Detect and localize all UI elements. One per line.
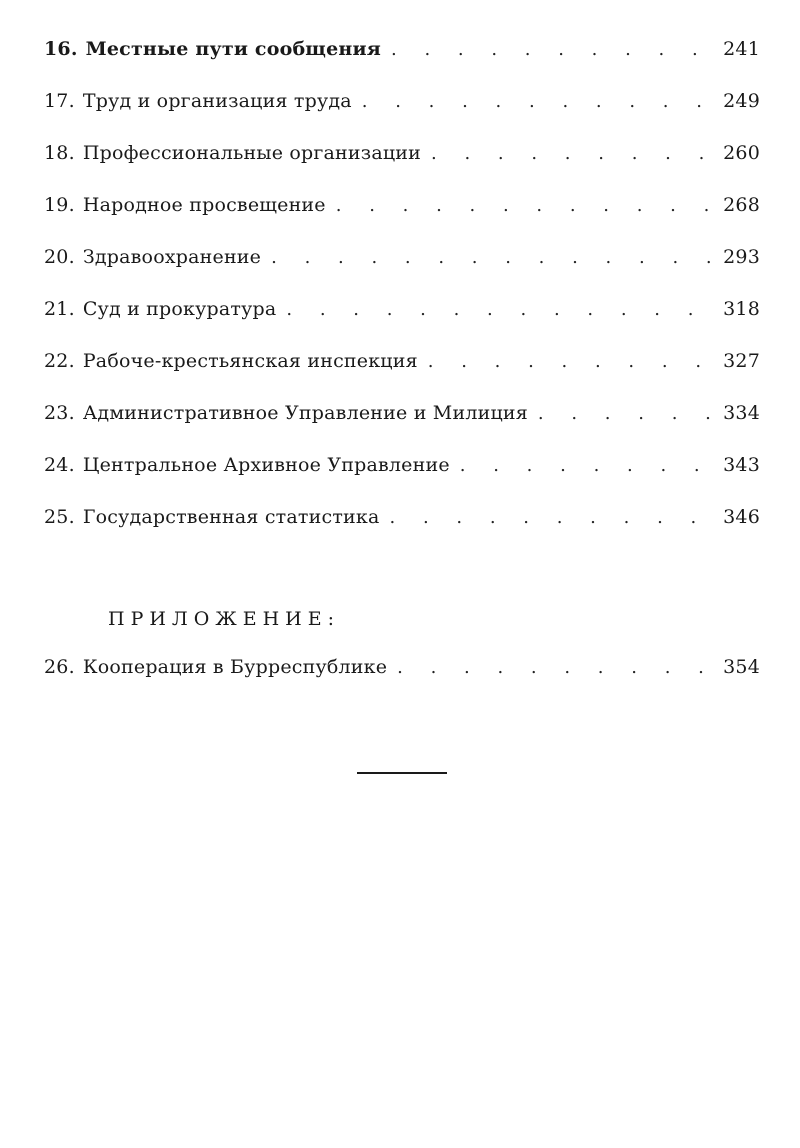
toc-dot-leader xyxy=(397,649,714,687)
toc-dot-leader xyxy=(538,395,714,433)
toc-entry-page: 346 xyxy=(723,506,760,528)
toc-entry-number: 26. xyxy=(44,656,75,678)
toc-entry-number: 24. xyxy=(44,454,75,476)
toc-entry-title: Кооперация в Бурреспублике xyxy=(82,656,388,678)
toc-entry-number: 16. xyxy=(44,38,78,60)
toc-dot-leader xyxy=(362,83,714,121)
toc-dot-leader xyxy=(428,343,714,381)
toc-entry-page: 318 xyxy=(723,298,760,320)
toc-dot-leader xyxy=(390,499,714,537)
toc-entry-page: 327 xyxy=(723,350,760,372)
toc-entry xyxy=(44,498,760,550)
toc-dot-leader xyxy=(431,135,714,173)
toc-entry xyxy=(44,342,760,394)
toc-entry xyxy=(44,290,760,342)
toc-entry xyxy=(44,446,760,498)
toc-entry-number: 19. xyxy=(44,194,75,216)
appendix-heading: ПРИЛОЖЕНИЕ: xyxy=(108,608,340,630)
toc-entry-title: Государственная статистика xyxy=(82,506,380,528)
toc-dot-leader xyxy=(286,291,714,329)
toc-entry-number: 22. xyxy=(44,350,75,372)
toc-dot-leader xyxy=(336,187,714,225)
toc-entry-title: Рабоче-крестьянская инспекция xyxy=(82,350,418,372)
toc-entry-number: 17. xyxy=(44,90,75,112)
closing-rule xyxy=(357,772,447,774)
toc-dot-leader xyxy=(460,447,714,485)
toc-entry xyxy=(44,648,760,700)
toc-entry-page: 334 xyxy=(723,402,760,424)
toc-entry-title: Центральное Архивное Управление xyxy=(82,454,450,476)
toc-entry-title: Труд и организация труда xyxy=(82,90,352,112)
toc-dot-leader xyxy=(271,239,714,277)
toc-entry-page: 354 xyxy=(723,656,760,678)
table-of-contents xyxy=(44,30,760,550)
toc-entry-number: 20. xyxy=(44,246,75,268)
toc-entry xyxy=(44,238,760,290)
appendix-list xyxy=(44,648,760,700)
toc-entry-title: Административное Управление и Милиция xyxy=(82,402,528,424)
toc-entry-number: 21. xyxy=(44,298,75,320)
toc-entry-page: 293 xyxy=(723,246,760,268)
toc-entry xyxy=(44,30,760,82)
toc-entry-number: 23. xyxy=(44,402,75,424)
toc-entry-title: Местные пути сообщения xyxy=(85,38,381,60)
toc-entry-page: 249 xyxy=(723,90,760,112)
toc-entry-page: 260 xyxy=(723,142,760,164)
toc-entry-title: Профессиональные организации xyxy=(82,142,422,164)
toc-entry-number: 18. xyxy=(44,142,75,164)
toc-entry-title: Суд и прокуратура xyxy=(82,298,277,320)
toc-entry xyxy=(44,394,760,446)
toc-dot-leader xyxy=(391,31,714,69)
toc-entry xyxy=(44,82,760,134)
toc-entry-title: Народное просвещение xyxy=(82,194,326,216)
toc-entry xyxy=(44,134,760,186)
toc-entry-page: 241 xyxy=(723,38,760,60)
toc-entry-title: Здравоохранение xyxy=(82,246,262,268)
toc-entry xyxy=(44,186,760,238)
toc-entry-number: 25. xyxy=(44,506,75,528)
toc-entry-page: 343 xyxy=(723,454,760,476)
toc-entry-page: 268 xyxy=(723,194,760,216)
